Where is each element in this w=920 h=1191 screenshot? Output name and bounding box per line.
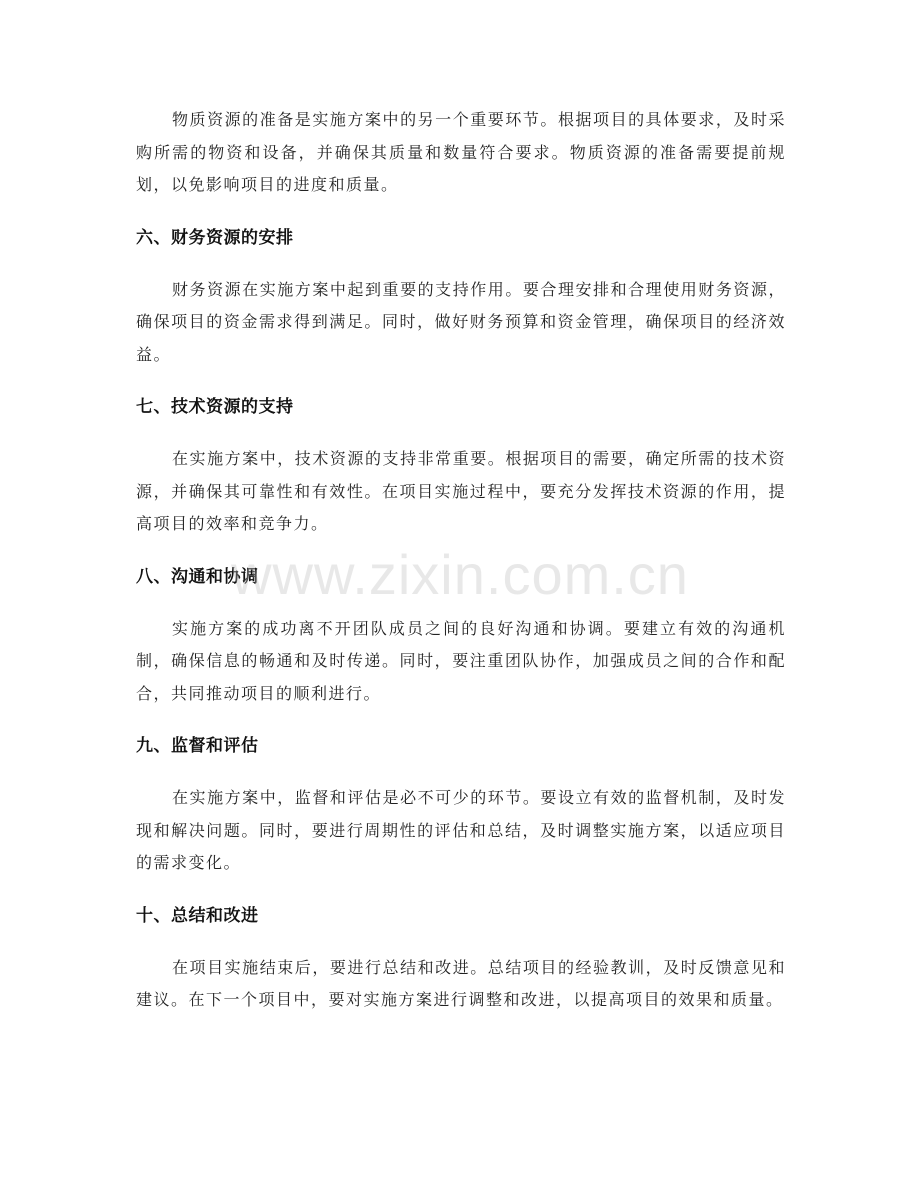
section-paragraph-finance: 财务资源在实施方案中起到重要的支持作用。要合理安排和合理使用财务资源，确保项目的资金需求得到满足。同时，做好财务预算和资金管理，确保项目的经济效益。 [136, 279, 786, 364]
section-paragraph-technology: 在实施方案中，技术资源的支持非常重要。根据项目的需要，确定所需的技术资源，并确保其可靠性和有效性。在项目实施过程中，要充分发挥技术资源的作用，提高项目的效率和竞争力。 [136, 449, 786, 533]
document-body [136, 104, 786, 1017]
section-paragraph-communication: 实施方案的成功离不开团队成员之间的良好沟通和协调。要建立有效的沟通机制，确保信息的畅通和及时传递。同时，要注重团队协作，加强成员之间的合作和配合，共同推动项目的顺利进行。 [136, 618, 786, 703]
watermark: www.zixin.com.cn [231, 543, 689, 606]
section-heading-finance: 六、财务资源的安排 [136, 227, 294, 248]
intro-paragraph: 物质资源的准备是实施方案中的另一个重要环节。根据项目的具体要求，及时采购所需的物资和设备，并确保其质量和数量符合要求。物质资源的准备需要提前规划，以免影响项目的进度和质量。 [136, 110, 786, 194]
section-heading-communication: 八、沟通和协调 [136, 566, 259, 587]
section-heading-technology: 七、技术资源的支持 [136, 397, 294, 417]
section-paragraph-supervision: 在实施方案中，监督和评估是必不可少的环节。要设立有效的监督机制，及时发现和解决问题。同时，要进行周期性的评估和总结，及时调整实施方案，以适应项目的需求变化。 [136, 788, 786, 872]
section-heading-supervision: 九、监督和评估 [136, 736, 259, 756]
section-heading-summary: 十、总结和改进 [136, 905, 259, 926]
section-paragraph-summary: 在项目实施结束后，要进行总结和改进。总结项目的经验教训，及时反馈意见和建议。在下一个项目中，要对实施方案进行调整和改进，以提高项目的效果和质量。 [136, 957, 786, 1009]
